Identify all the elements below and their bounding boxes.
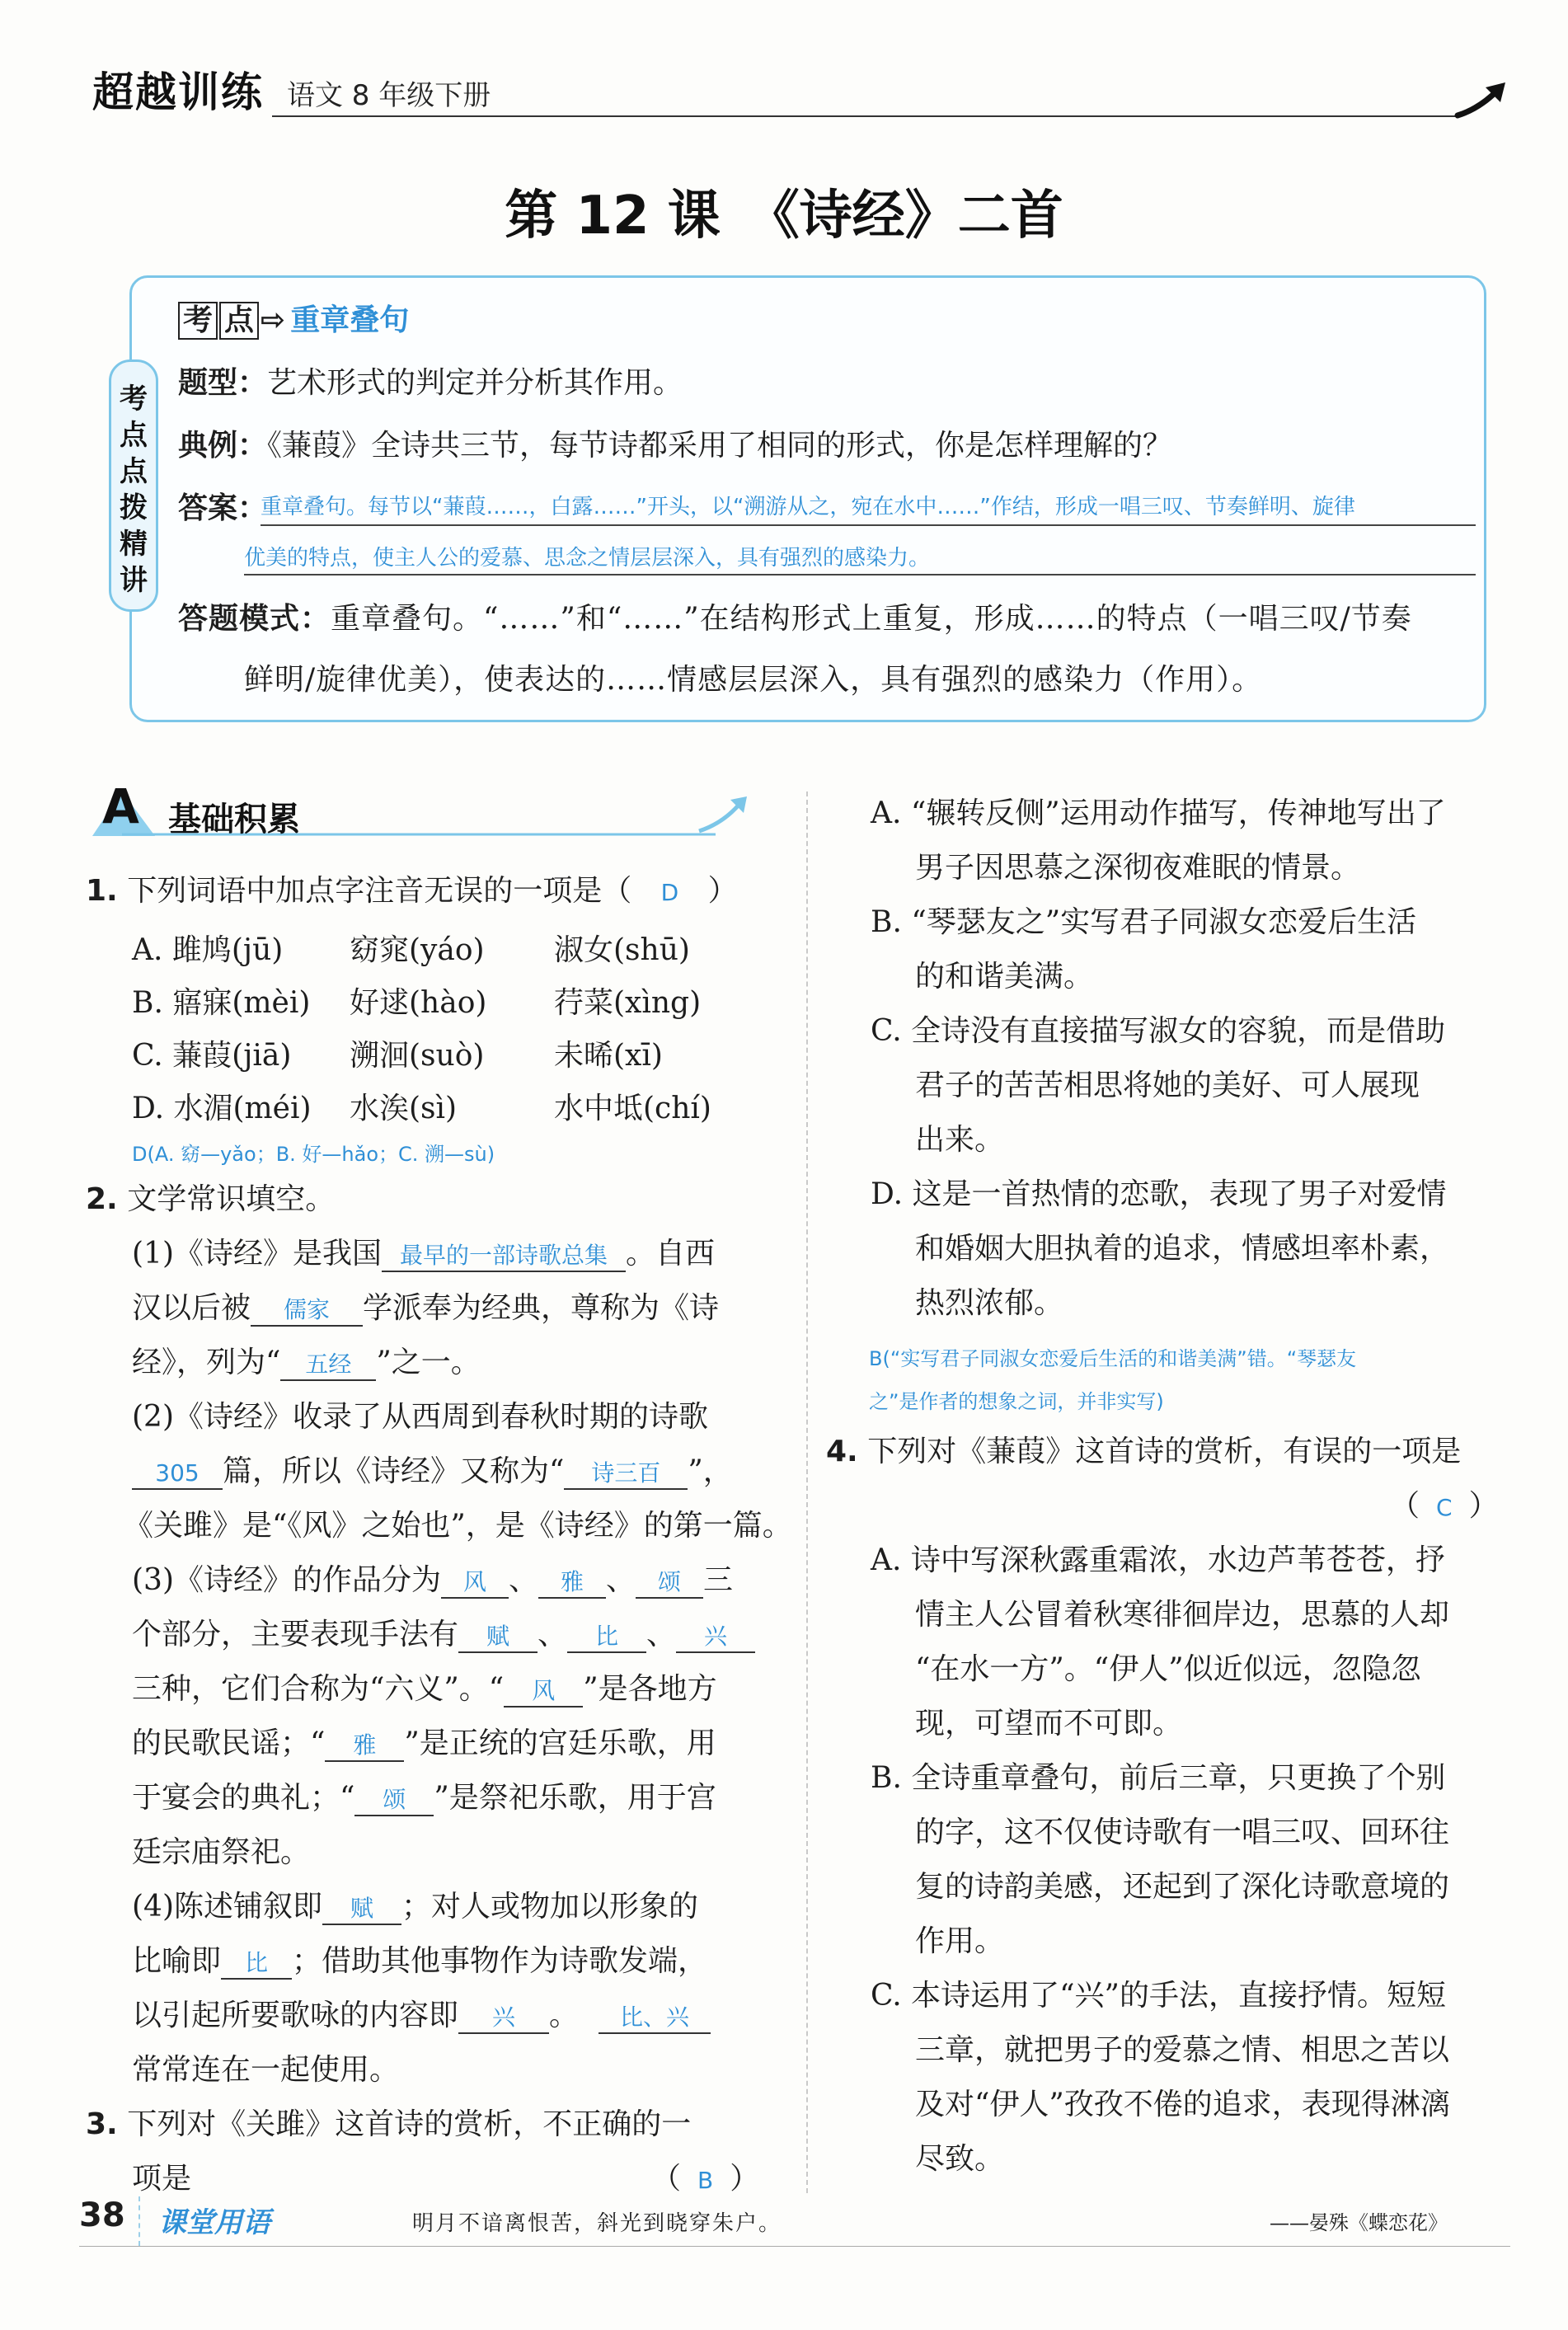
pattern-line-1 <box>178 595 1412 637</box>
q4-option: 现，可望而不可即。 <box>915 1707 1183 1740</box>
q1-option: 淑女(shū) <box>554 933 690 967</box>
q3-option: 男子因思慕之深彻夜难眠的情景。 <box>915 851 1361 885</box>
text: (3)《诗经》的作品分为 <box>132 1563 441 1597</box>
blank-answer: 赋 <box>322 1894 401 1925</box>
q1-option: 水涘(sì) <box>350 1092 458 1125</box>
page-number: 38 <box>79 2196 125 2234</box>
text: 篇，所以《诗经》又称为“ <box>223 1454 565 1488</box>
q2-line <box>132 1989 711 2043</box>
q4-option: 情主人公冒着秋寒徘徊岸边，思慕的人却 <box>915 1598 1450 1632</box>
q3-stem-text: 下列对《关雎》这首诗的赏析，不正确的一 <box>127 2107 692 2141</box>
text: 、 <box>509 1563 539 1597</box>
q4-stem <box>826 1425 1461 1479</box>
kaodian-example <box>178 422 1172 464</box>
q2-line <box>132 1281 719 1336</box>
q2-line: 常常连在一起使用。 <box>132 2053 400 2087</box>
q2-line <box>132 1771 716 1825</box>
q2-line: 廷宗庙祭祀。 <box>132 1835 311 1869</box>
q3-option: B. “琴瑟友之”实写君子同淑女恋爱后生活 <box>871 905 1417 939</box>
blank-answer: 305 <box>132 1459 223 1490</box>
blank-answer: 风 <box>441 1567 509 1599</box>
text: 三 <box>703 1563 734 1597</box>
swoosh-arrow-icon <box>1454 76 1512 125</box>
q1-option: 未晞(xī) <box>554 1039 663 1073</box>
q2-stem-text: 文学常识填空。 <box>127 1182 336 1216</box>
q2-line <box>132 1934 707 1989</box>
blank-answer: 比 <box>221 1948 292 1980</box>
q3-stem <box>86 2097 691 2152</box>
q1-option: B. 寤寐(mèi) <box>132 986 311 1020</box>
text: 、 <box>646 1618 677 1651</box>
q1-explanation: D(A. 窈—yǎo；B. 好—hǎo；C. 溯—sù) <box>132 1143 495 1166</box>
q1-option: 窈窕(yáo) <box>350 933 485 967</box>
q2-stem <box>86 1172 335 1227</box>
q3-answer-paren: （ B ） <box>651 2162 760 2196</box>
text: ”之一。 <box>376 1346 481 1379</box>
text: 、 <box>538 1618 568 1651</box>
example-label: 典例： <box>178 429 268 463</box>
text: 经》，列为“ <box>132 1346 281 1379</box>
q4-option: 的字，这不仅使诗歌有一唱三叹、回环往 <box>915 1816 1450 1849</box>
blank-answer: 五经 <box>280 1350 376 1381</box>
blank-answer: 雅 <box>538 1567 606 1599</box>
blank-answer: 比、兴 <box>599 2003 711 2034</box>
q1-answer: D <box>660 879 679 906</box>
text: (4)陈述铺叙即 <box>132 1890 322 1924</box>
q3-option: D. 这是一首热情的恋歌，表现了男子对爱情 <box>871 1177 1447 1211</box>
answer-line-2: 优美的特点，使主人公的爱慕、思念之情层层深入，具有强烈的感染力。 <box>244 546 931 571</box>
q4-answer-paren: （ C ） <box>1390 1489 1499 1523</box>
text: ”是祭祀乐歌，用于宫 <box>434 1781 716 1815</box>
text: 于宴会的典礼；“ <box>132 1781 355 1815</box>
q2-line: (2)《诗经》收录了从西周到春秋时期的诗歌 <box>132 1400 708 1434</box>
blank-answer: 儒家 <box>251 1295 363 1327</box>
q3-stem-text: 项是 <box>132 2162 192 2196</box>
q1-option: 好逑(hào) <box>350 986 487 1020</box>
kaodian-side-tab-text <box>109 381 158 599</box>
text: ”， <box>688 1454 733 1488</box>
text: 比喻即 <box>132 1944 222 1978</box>
q2-line <box>132 1662 717 1717</box>
text: 以引起所要歌咏的内容即 <box>132 1999 459 2032</box>
footer-label: 课堂用语 <box>158 2206 270 2239</box>
q4-option: A. 诗中写深秋露重霜浓，水边芦苇苍苍，抒 <box>871 1543 1445 1577</box>
blank-answer: 诗三百 <box>564 1459 688 1490</box>
footer-divider <box>138 2196 140 2246</box>
blank-answer: 赋 <box>458 1622 538 1653</box>
answer-line-1: 重章叠句。每节以“蒹葭……，白露……”开头，以“溯游从之，宛在水中……”作结，形成一唱三叹、节奏鲜明、旋律 <box>261 495 1355 519</box>
q4-option: “在水一方”。“伊人”似近似远，忽隐忽 <box>915 1652 1421 1686</box>
answer-label: 答案： <box>178 491 268 525</box>
pattern-text: 重章叠句。“……”和“……”在结构形式上重复，形成……的特点（一唱三叹/节奏 <box>331 602 1412 636</box>
q4-answer: C <box>1436 1494 1453 1521</box>
type-label: 题型： <box>178 366 268 400</box>
q1-option: 水中坻(chí) <box>554 1092 711 1125</box>
q4-number: 4. <box>826 1435 858 1468</box>
section-a-title: 基础积累 <box>168 801 300 839</box>
q3-answer: B <box>697 2167 714 2194</box>
kaodian-label <box>178 297 409 340</box>
kaodian-topic: 重章叠句 <box>290 303 410 337</box>
q4-option: 作用。 <box>915 1924 1005 1958</box>
q4-option: 尽致。 <box>915 2142 1005 2176</box>
q3-option: 的和谐美满。 <box>915 960 1094 994</box>
q1-option: C. 蒹葭(jiā) <box>132 1039 292 1073</box>
q3-explanation: B(“实写君子同淑女恋爱后生活的和谐美满”错。“琴瑟友 <box>869 1347 1357 1370</box>
footer-source: ——晏殊《蝶恋花》 <box>1270 2211 1448 2234</box>
section-a-letter: A <box>102 778 139 834</box>
q3-option: 热烈浓郁。 <box>915 1286 1064 1320</box>
text: ”是各地方 <box>583 1672 717 1706</box>
text: 汉以后被 <box>132 1291 251 1325</box>
brand-title: 超越训练 <box>92 68 264 116</box>
text: ；对人或物加以形象的 <box>401 1890 699 1924</box>
q3-option: 君子的苦苦相思将她的美好、可人展现 <box>915 1069 1420 1102</box>
q1-stem-end: ） <box>707 874 738 908</box>
text: 个部分，主要表现手法有 <box>132 1618 459 1651</box>
q3-option: 和婚姻大胆执着的追求，情感坦率朴素， <box>915 1232 1450 1266</box>
q3-option: A. “辗转反侧”运用动作描写，传神地写出了 <box>871 796 1446 830</box>
label-box: 考 <box>178 302 218 340</box>
blank-answer: 风 <box>504 1676 583 1708</box>
answer-underline <box>261 524 1476 526</box>
type-text: 艺术形式的判定并分析其作用。 <box>267 366 683 400</box>
text: 、 <box>606 1563 636 1597</box>
tab-char: 拨 <box>120 491 148 524</box>
q2-line: 《关雎》是“《风》之始也”，是《诗经》的第一篇。 <box>124 1509 792 1543</box>
text: 的民歌民谣；“ <box>132 1726 326 1760</box>
q3-number: 3. <box>86 2107 118 2141</box>
q3-option: C. 全诗没有直接描写淑女的容貌，而是借助 <box>871 1014 1446 1048</box>
q1-option: A. 雎鸠(jū) <box>132 933 284 967</box>
text: (1)《诗经》是我国 <box>132 1237 382 1271</box>
q4-option: C. 本诗运用了“兴”的手法，直接抒情。短短 <box>871 1979 1446 2013</box>
tab-char: 考 <box>120 383 148 416</box>
tab-char: 精 <box>120 528 148 561</box>
answer-underline <box>244 574 1476 575</box>
q2-line <box>132 1553 733 1608</box>
q1-stem <box>86 864 738 920</box>
q1-stem-text: 下列词语中加点字注音无误的一项是（ <box>127 874 632 908</box>
q4-option: B. 全诗重章叠句，前后三章，只更换了个别 <box>871 1761 1446 1795</box>
tab-char: 点 <box>120 455 148 488</box>
blank-answer: 比 <box>567 1622 646 1653</box>
blank-answer: 雅 <box>325 1731 404 1762</box>
arrow-icon: ⇨ <box>261 303 286 337</box>
footer-rule <box>79 2246 1510 2247</box>
q1-option: D. 水湄(méi) <box>132 1092 312 1125</box>
q1-option: 荇菜(xìng) <box>554 986 702 1020</box>
tab-char: 点 <box>120 419 148 452</box>
q4-option: 及对“伊人”孜孜不倦的追求，表现得淋漓 <box>915 2088 1450 2121</box>
q3-option: 出来。 <box>915 1123 1005 1157</box>
q1-option: 溯洄(suò) <box>350 1039 485 1073</box>
example-text: 《蒹葭》全诗共三节，每节诗都采用了相同的形式，你是怎样理解的？ <box>267 429 1173 463</box>
q2-line <box>132 1608 755 1662</box>
tab-char: 讲 <box>120 564 148 597</box>
q2-line <box>132 1227 715 1281</box>
text: ”是正统的宫廷乐歌，用 <box>404 1726 716 1760</box>
q1-number: 1. <box>86 874 118 908</box>
q2-line <box>132 1336 481 1390</box>
subject-label: 语文 8 年级下册 <box>287 79 491 112</box>
q4-option: 复的诗韵美感，还起到了深化诗歌意境的 <box>915 1870 1450 1904</box>
text: 三种，它们合称为“六义”。“ <box>132 1672 505 1706</box>
q3-explanation: 之”是作者的想象之词，并非实写) <box>869 1390 1164 1413</box>
q2-line <box>132 1880 698 1934</box>
text: 。 <box>549 1999 580 2032</box>
header-rule <box>272 115 1459 117</box>
blank-answer: 颂 <box>636 1567 703 1599</box>
q2-line <box>132 1717 716 1771</box>
q2-line <box>132 1445 733 1499</box>
q4-stem-text: 下列对《蒹葭》这首诗的赏析，有误的一项是 <box>867 1435 1462 1468</box>
lesson-title: 第 12 课 《诗经》二首 <box>505 186 1063 247</box>
pattern-line-2: 鲜明/旋律优美），使表达的……情感层层深入，具有强烈的感染力（作用）。 <box>244 663 1263 697</box>
text: 学派奉为经典，尊称为《诗 <box>363 1291 720 1325</box>
blank-answer: 兴 <box>676 1622 755 1653</box>
label-box: 点 <box>219 302 259 340</box>
kaodian-type <box>178 359 683 402</box>
blank-answer: 颂 <box>354 1785 434 1816</box>
blank-answer: 兴 <box>458 2003 549 2034</box>
q4-option: 三章，就把男子的爱慕之情、相思之苦以 <box>915 2033 1450 2067</box>
column-divider <box>806 792 808 2193</box>
text: ；借助其他事物作为诗歌发端， <box>292 1944 708 1978</box>
text: 。自西 <box>626 1237 716 1271</box>
footer-quote: 明月不谙离恨苦，斜光到晓穿朱户。 <box>412 2211 782 2236</box>
blank-answer: 最早的一部诗歌总集 <box>382 1241 626 1272</box>
pattern-label: 答题模式： <box>178 602 331 636</box>
q2-number: 2. <box>86 1182 118 1216</box>
